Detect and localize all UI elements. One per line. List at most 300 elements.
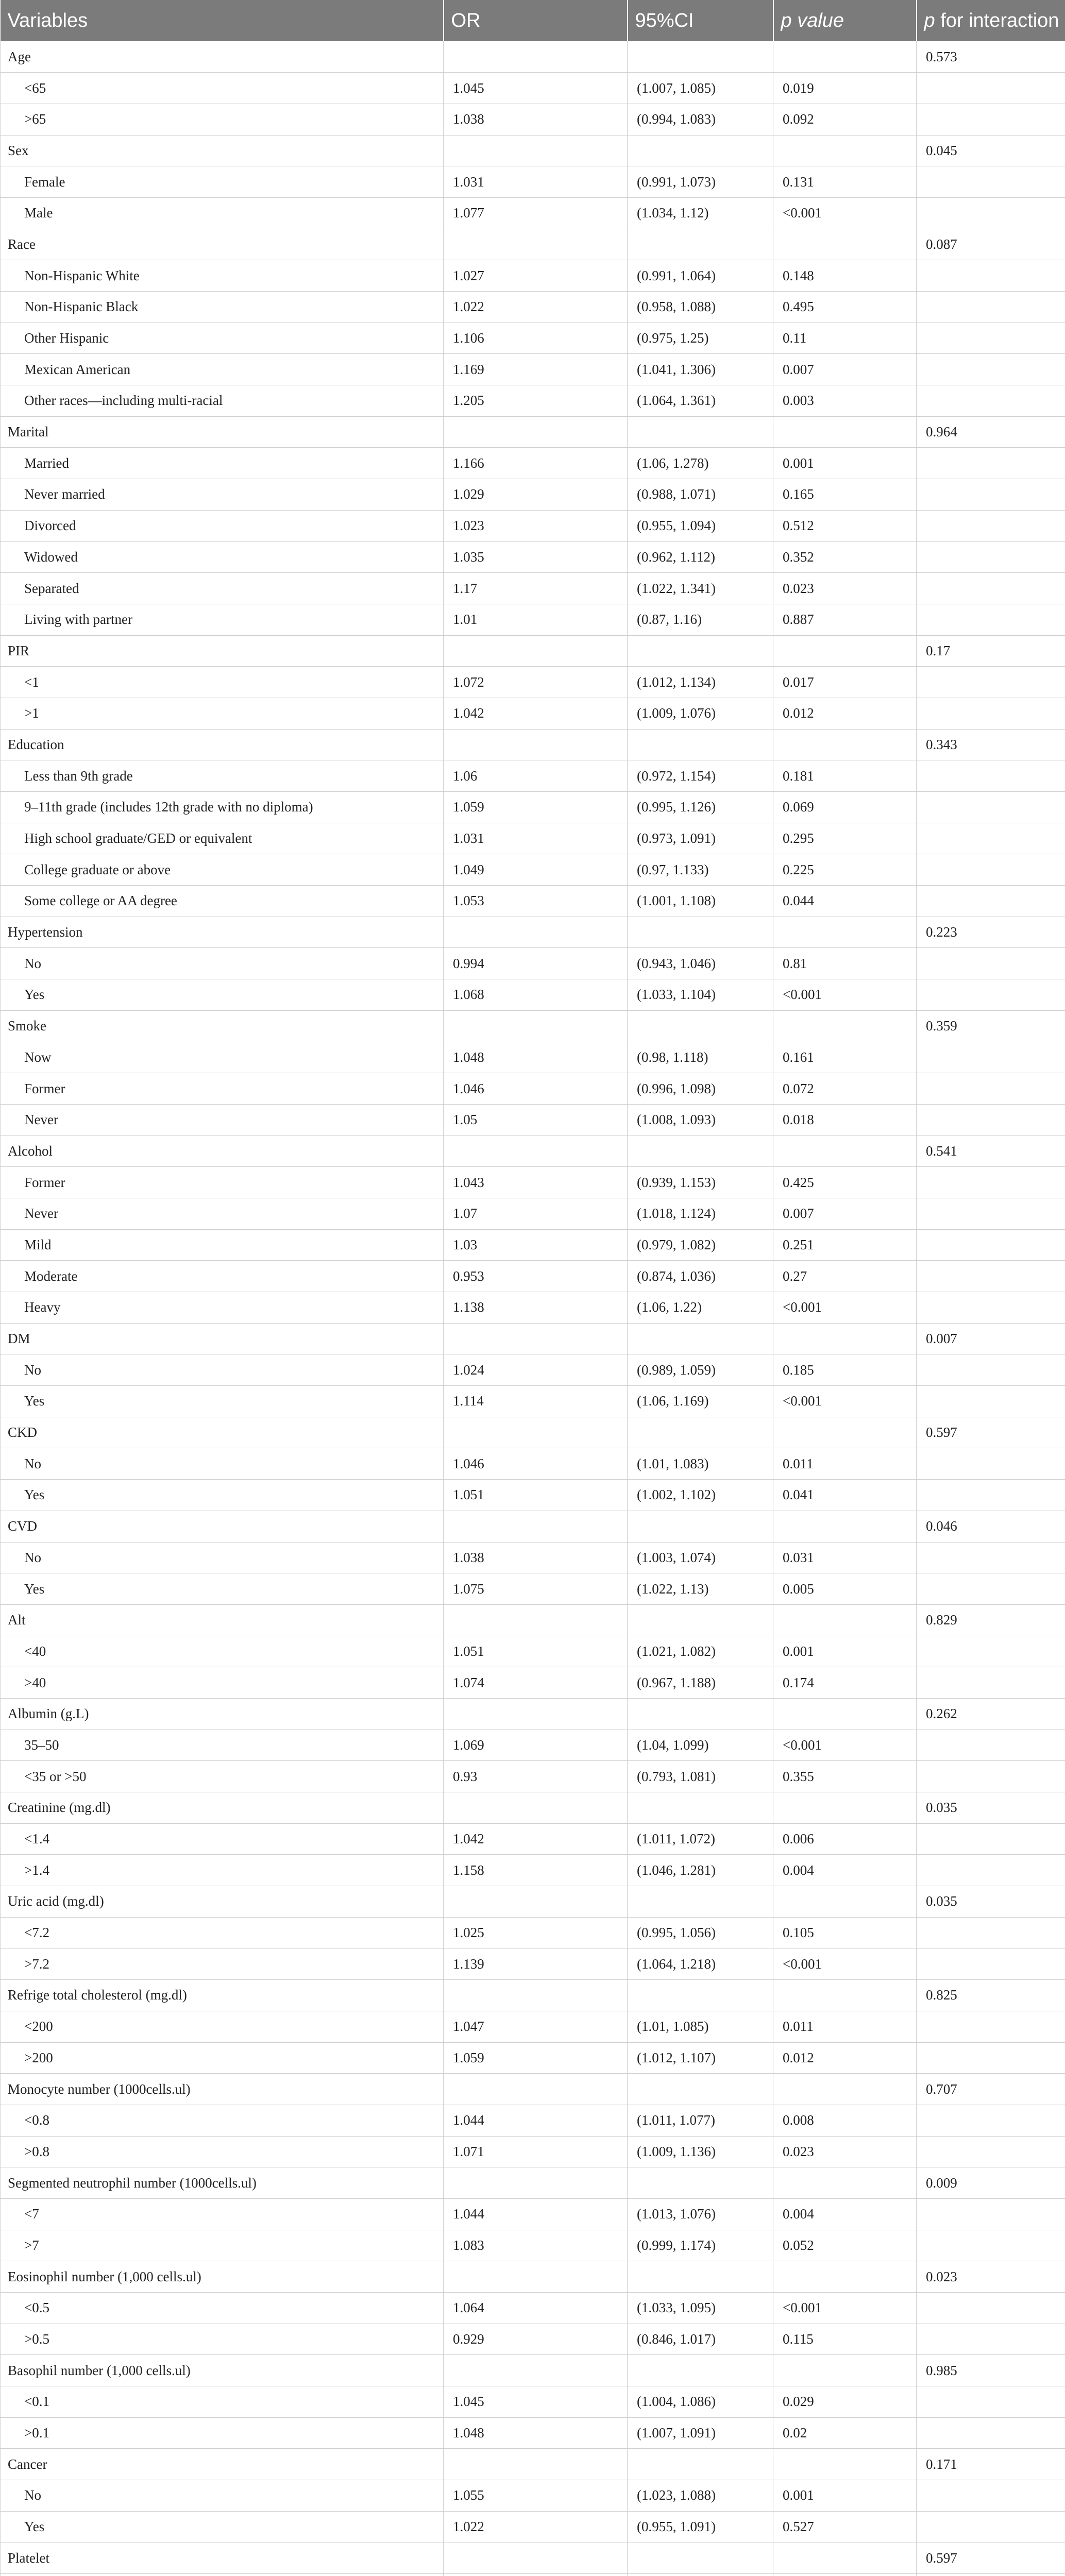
or-cell: 1.068 — [444, 979, 628, 1011]
or-cell: 1.046 — [444, 1448, 628, 1480]
ci-cell — [628, 729, 773, 760]
or-cell: 1.029 — [444, 479, 628, 511]
group-row — [1, 229, 1065, 260]
p-value-cell: 0.174 — [773, 1667, 917, 1699]
p-value-cell: 0.018 — [773, 1104, 917, 1136]
group-row — [1, 2543, 1065, 2574]
p-interaction-cell — [917, 979, 1065, 1011]
variable-cell: Yes — [1, 1386, 444, 1417]
variable-cell: Widowed — [1, 541, 444, 573]
p-interaction-cell: 0.045 — [917, 135, 1065, 166]
subgroup-row — [1, 1667, 1065, 1699]
p-value-cell: 0.012 — [773, 2042, 917, 2074]
variable-cell: Some college or AA degree — [1, 886, 444, 917]
subgroup-row — [1, 260, 1065, 292]
p-value-cell: 0.115 — [773, 2324, 917, 2355]
ci-cell: (1.034, 1.12) — [628, 197, 773, 229]
p-value-cell: 0.092 — [773, 104, 917, 135]
p-value-cell: <0.001 — [773, 979, 917, 1011]
p-value-cell: <0.001 — [773, 197, 917, 229]
variable-cell: 9–11th grade (includes 12th grade with no diploma) — [1, 792, 444, 823]
p-interaction-cell — [917, 1761, 1065, 1792]
subgroup-row — [1, 2105, 1065, 2136]
variable-cell: Eosinophil number (1,000 cells.ul) — [1, 2261, 444, 2293]
p-interaction-cell: 0.573 — [917, 41, 1065, 73]
p-interaction-cell — [917, 1730, 1065, 1761]
p-value-cell: 0.225 — [773, 854, 917, 886]
variable-cell: Mild — [1, 1229, 444, 1261]
p-value-cell — [773, 2261, 917, 2293]
ci-cell: (1.033, 1.095) — [628, 2293, 773, 2324]
ci-cell: (1.033, 1.104) — [628, 979, 773, 1011]
p-interaction-cell: 0.223 — [917, 917, 1065, 948]
p-value-cell — [773, 416, 917, 448]
variable-cell: No — [1, 2480, 444, 2512]
subgroup-row — [1, 479, 1065, 511]
or-cell: 1.044 — [444, 2198, 628, 2230]
or-cell: 1.047 — [444, 2011, 628, 2042]
p-value-cell: 0.148 — [773, 260, 917, 292]
ci-cell: (0.943, 1.046) — [628, 948, 773, 979]
p-value-cell: 0.251 — [773, 1229, 917, 1261]
p-interaction-cell: 0.009 — [917, 2167, 1065, 2199]
p-interaction-cell — [917, 1104, 1065, 1136]
p-value-cell: 0.352 — [773, 541, 917, 573]
subgroup-row — [1, 667, 1065, 698]
group-row — [1, 2074, 1065, 2105]
subgroup-row — [1, 2324, 1065, 2355]
subgroup-row — [1, 2574, 1065, 2576]
ci-cell: (1.046, 1.281) — [628, 1855, 773, 1886]
p-interaction-cell — [917, 385, 1065, 417]
p-value-cell: 0.02 — [773, 2417, 917, 2449]
or-cell: 1.064 — [444, 2293, 628, 2324]
p-value-cell: 0.041 — [773, 1480, 917, 1511]
group-row — [1, 1698, 1065, 1730]
subgroup-row — [1, 323, 1065, 354]
p-interaction-cell — [917, 1292, 1065, 1324]
variable-cell: <7.2 — [1, 1917, 444, 1948]
p-interaction-cell — [917, 2198, 1065, 2230]
subgroup-row — [1, 2293, 1065, 2324]
group-row — [1, 41, 1065, 73]
subgroup-row — [1, 1448, 1065, 1480]
p-interaction-cell: 0.007 — [917, 1323, 1065, 1354]
or-cell: 1.051 — [444, 1636, 628, 1667]
or-cell: 0.953 — [444, 1261, 628, 1292]
p-interaction-cell — [917, 792, 1065, 823]
p-value-cell — [773, 2355, 917, 2386]
p-value-cell: 0.161 — [773, 1042, 917, 1073]
subgroup-row — [1, 2511, 1065, 2543]
ci-cell — [628, 1417, 773, 1448]
italic-p: p — [924, 9, 935, 31]
p-interaction-cell: 0.359 — [917, 1010, 1065, 1042]
or-cell — [444, 2449, 628, 2480]
ci-cell: (0.994, 1.083) — [628, 104, 773, 135]
variable-cell: <1.4 — [1, 1823, 444, 1855]
p-value-cell — [773, 1792, 917, 1824]
subgroup-row — [1, 1073, 1065, 1105]
p-value-cell — [773, 2074, 917, 2105]
or-cell — [444, 2355, 628, 2386]
p-interaction-cell — [917, 573, 1065, 604]
italic-p: p — [781, 9, 792, 31]
p-value-cell: 0.011 — [773, 2011, 917, 2042]
subgroup-row — [1, 1636, 1065, 1667]
variable-cell: Yes — [1, 1480, 444, 1511]
p-interaction-cell — [917, 1042, 1065, 1073]
p-interaction-cell — [917, 2011, 1065, 2042]
p-interaction-cell: 0.171 — [917, 2449, 1065, 2480]
or-cell: 1.069 — [444, 1730, 628, 1761]
p-value-cell — [773, 1604, 917, 1636]
or-cell: 1.042 — [444, 1823, 628, 1855]
p-value-cell: 0.004 — [773, 1855, 917, 1886]
ci-cell: (0.87, 1.16) — [628, 604, 773, 635]
or-cell: 1.05 — [444, 1104, 628, 1136]
group-row — [1, 416, 1065, 448]
or-cell: 1.059 — [444, 2042, 628, 2074]
variable-cell: Education — [1, 729, 444, 760]
or-cell: 0.929 — [444, 2324, 628, 2355]
ci-cell: (1.007, 1.091) — [628, 2417, 773, 2449]
variable-cell: Other races—including multi-racial — [1, 385, 444, 417]
ci-cell — [628, 41, 773, 73]
ci-cell: (1.008, 1.093) — [628, 1104, 773, 1136]
or-cell: 1.035 — [444, 541, 628, 573]
ci-cell — [628, 1511, 773, 1542]
subgroup-row — [1, 1823, 1065, 1855]
p-interaction-cell — [917, 2324, 1065, 2355]
group-row — [1, 1980, 1065, 2011]
group-row — [1, 1136, 1065, 1167]
p-interaction-cell: 0.262 — [917, 1698, 1065, 1730]
subgroup-row — [1, 2011, 1065, 2042]
ci-cell: (1.06, 1.278) — [628, 448, 773, 479]
or-cell: 1.031 — [444, 823, 628, 854]
p-interaction-cell — [917, 1573, 1065, 1605]
or-cell — [444, 1417, 628, 1448]
group-row — [1, 2167, 1065, 2199]
p-value-cell: 0.001 — [773, 1636, 917, 1667]
p-interaction-cell — [917, 2230, 1065, 2261]
subgroup-row — [1, 1292, 1065, 1324]
ci-cell: (1.013, 1.076) — [628, 2198, 773, 2230]
p-interaction-cell — [917, 73, 1065, 104]
variable-cell: Less than 9th grade — [1, 760, 444, 792]
variable-cell: Cancer — [1, 2449, 444, 2480]
p-value-cell: 0.181 — [773, 760, 917, 792]
p-interaction-cell: 0.964 — [917, 416, 1065, 448]
p-value-cell: <0.001 — [773, 1730, 917, 1761]
header-row — [1, 0, 1065, 41]
ci-cell: (0.988, 1.071) — [628, 479, 773, 511]
variable-cell: No — [1, 1542, 444, 1573]
or-cell — [444, 2574, 628, 2576]
p-interaction-cell — [917, 448, 1065, 479]
header-variables: Variables — [1, 0, 444, 41]
ci-cell: (0.995, 1.056) — [628, 1917, 773, 1948]
subgroup-row — [1, 823, 1065, 854]
p-interaction-cell — [917, 1261, 1065, 1292]
or-cell: 1.077 — [444, 197, 628, 229]
subgroup-row — [1, 2230, 1065, 2261]
p-value-cell: 0.512 — [773, 510, 917, 541]
or-cell — [444, 1323, 628, 1354]
or-cell — [444, 1792, 628, 1824]
p-value-cell: 0.355 — [773, 1761, 917, 1792]
ci-cell: (1.022, 1.341) — [628, 573, 773, 604]
p-value-cell: 0.185 — [773, 1354, 917, 1386]
or-cell — [444, 1886, 628, 1918]
ci-cell: (0.955, 1.094) — [628, 510, 773, 541]
group-row — [1, 1886, 1065, 1918]
variable-cell: Mexican American — [1, 354, 444, 385]
p-value-cell — [773, 1323, 917, 1354]
or-cell — [444, 416, 628, 448]
or-cell — [444, 2543, 628, 2574]
header-p-value — [773, 0, 917, 41]
or-cell: 1.072 — [444, 667, 628, 698]
or-cell — [444, 229, 628, 260]
p-value-cell: 0.023 — [773, 573, 917, 604]
p-interaction-cell — [917, 854, 1065, 886]
p-interaction-cell: 0.343 — [917, 729, 1065, 760]
p-interaction-cell — [917, 2105, 1065, 2136]
ci-cell: (1.041, 1.306) — [628, 354, 773, 385]
variable-cell: Monocyte number (1000cells.ul) — [1, 2074, 444, 2105]
variable-cell: <200 — [1, 2011, 444, 2042]
ci-cell: (1.06, 1.22) — [628, 1292, 773, 1324]
p-interaction-cell — [917, 1480, 1065, 1511]
variable-cell: Alt — [1, 1604, 444, 1636]
header-p-for-interaction-text: p for interaction — [924, 9, 1059, 31]
p-value-cell: <0.001 — [773, 1292, 917, 1324]
p-value-cell — [773, 2449, 917, 2480]
p-value-cell — [773, 229, 917, 260]
variable-cell: >65 — [1, 104, 444, 135]
p-interaction-cell — [917, 1636, 1065, 1667]
variable-cell: CVD — [1, 1511, 444, 1542]
or-cell: 1.071 — [444, 2136, 628, 2167]
variable-cell: Married — [1, 448, 444, 479]
variable-cell: <0.5 — [1, 2293, 444, 2324]
p-value-cell — [773, 135, 917, 166]
subgroup-row — [1, 2042, 1065, 2074]
ci-cell: (1.04, 1.099) — [628, 1730, 773, 1761]
p-interaction-cell — [917, 760, 1065, 792]
variable-cell: <7 — [1, 2198, 444, 2230]
ci-cell: (1.012, 1.134) — [628, 667, 773, 698]
subgroup-row — [1, 166, 1065, 198]
ci-cell: (1.001, 1.108) — [628, 886, 773, 917]
variable-cell: Sex — [1, 135, 444, 166]
or-cell: 1.075 — [444, 1573, 628, 1605]
p-interaction-cell: 0.985 — [917, 2355, 1065, 2386]
variable-cell: No — [1, 1354, 444, 1386]
p-interaction-cell: 0.825 — [917, 1980, 1065, 2011]
ci-cell: (1.01, 1.083) — [628, 1448, 773, 1480]
or-cell — [444, 1511, 628, 1542]
ci-cell: (0.991, 1.073) — [628, 166, 773, 198]
or-cell: 1.138 — [444, 1292, 628, 1324]
header-or: OR — [444, 0, 628, 41]
variable-cell: >0.5 — [1, 2324, 444, 2355]
or-cell: 1.169 — [444, 354, 628, 385]
ci-cell: (1.023, 1.088) — [628, 2480, 773, 2512]
subgroup-row — [1, 104, 1065, 135]
p-value-cell: 0.003 — [773, 385, 917, 417]
group-row — [1, 1511, 1065, 1542]
ci-cell: (0.991, 1.064) — [628, 260, 773, 292]
ci-cell: (0.97, 1.133) — [628, 854, 773, 886]
group-row — [1, 635, 1065, 667]
variable-cell: Yes — [1, 979, 444, 1011]
p-interaction-cell: 0.035 — [917, 1886, 1065, 1918]
or-cell — [444, 729, 628, 760]
ci-cell — [628, 416, 773, 448]
p-value-cell: 0.029 — [773, 2386, 917, 2418]
subgroup-row — [1, 1855, 1065, 1886]
group-row — [1, 1604, 1065, 1636]
variable-cell: Hypertension — [1, 917, 444, 948]
or-cell: 1.022 — [444, 292, 628, 323]
ci-cell: (1.064, 1.361) — [628, 385, 773, 417]
subgroup-row — [1, 1386, 1065, 1417]
p-interaction-cell — [917, 1667, 1065, 1699]
p-interaction-cell — [917, 1167, 1065, 1198]
subgroup-row — [1, 886, 1065, 917]
p-interaction-cell — [917, 886, 1065, 917]
p-value-cell: 0.007 — [773, 354, 917, 385]
subgroup-row — [1, 792, 1065, 823]
p-value-cell: 0.11 — [773, 323, 917, 354]
subgroup-row — [1, 1761, 1065, 1792]
variable-cell: PIR — [1, 635, 444, 667]
or-cell: 1.07 — [444, 1198, 628, 1229]
subgroup-row — [1, 1354, 1065, 1386]
variable-cell: Heavy — [1, 1292, 444, 1324]
subgroup-row — [1, 541, 1065, 573]
p-value-cell: 0.069 — [773, 792, 917, 823]
p-interaction-cell — [917, 2136, 1065, 2167]
subgroup-row — [1, 1229, 1065, 1261]
ci-cell — [628, 2574, 773, 2576]
p-interaction-cell — [917, 1823, 1065, 1855]
p-value-cell: 0.072 — [773, 1073, 917, 1105]
ci-cell: (0.995, 1.126) — [628, 792, 773, 823]
variable-cell: Female — [1, 166, 444, 198]
or-cell: 1.055 — [444, 2480, 628, 2512]
p-value-cell: 0.007 — [773, 1198, 917, 1229]
p-value-cell: 0.011 — [773, 1448, 917, 1480]
ci-cell: (1.064, 1.218) — [628, 1948, 773, 1980]
or-cell: 1.083 — [444, 2230, 628, 2261]
variable-cell: <35 or >50 — [1, 1761, 444, 1792]
p-interaction-cell: 0.597 — [917, 2543, 1065, 2574]
variable-cell: No — [1, 1448, 444, 1480]
p-value-cell: 0.052 — [773, 2230, 917, 2261]
ci-cell: (0.793, 1.081) — [628, 1761, 773, 1792]
subgroup-row — [1, 1167, 1065, 1198]
ci-cell: (1.004, 1.086) — [628, 2386, 773, 2418]
ci-cell: (1.022, 1.13) — [628, 1573, 773, 1605]
p-value-cell — [773, 729, 917, 760]
subgroup-row — [1, 573, 1065, 604]
or-cell: 1.139 — [444, 1948, 628, 1980]
subgroup-row — [1, 979, 1065, 1011]
p-value-cell: 0.81 — [773, 948, 917, 979]
group-row — [1, 1010, 1065, 1042]
subgroup-row — [1, 1198, 1065, 1229]
ci-cell: (0.975, 1.25) — [628, 323, 773, 354]
p-interaction-cell — [917, 1386, 1065, 1417]
or-cell: 1.205 — [444, 385, 628, 417]
or-cell: 1.046 — [444, 1073, 628, 1105]
variable-cell: Divorced — [1, 510, 444, 541]
p-interaction-cell: 0.17 — [917, 635, 1065, 667]
ci-cell: (0.979, 1.082) — [628, 1229, 773, 1261]
variable-cell: Non-Hispanic White — [1, 260, 444, 292]
subgroup-row — [1, 73, 1065, 104]
variable-cell: College graduate or above — [1, 854, 444, 886]
ci-cell: (1.01, 1.085) — [628, 2011, 773, 2042]
p-value-cell: 0.008 — [773, 2105, 917, 2136]
variable-cell: Yes — [1, 2511, 444, 2543]
p-interaction-cell — [917, 479, 1065, 511]
group-row — [1, 135, 1065, 166]
p-value-cell: 0.495 — [773, 292, 917, 323]
group-row — [1, 1323, 1065, 1354]
p-value-cell — [773, 1511, 917, 1542]
ci-cell — [628, 1136, 773, 1167]
subgroup-row — [1, 1042, 1065, 1073]
p-interaction-cell: 0.829 — [917, 1604, 1065, 1636]
ci-cell: (1.002, 1.102) — [628, 1480, 773, 1511]
p-value-cell: 0.527 — [773, 2511, 917, 2543]
or-cell: 1.045 — [444, 2386, 628, 2418]
or-cell: 1.051 — [444, 1480, 628, 1511]
ci-cell — [628, 2261, 773, 2293]
subgroup-row — [1, 1261, 1065, 1292]
ci-cell: (0.955, 1.091) — [628, 2511, 773, 2543]
subgroup-row — [1, 2480, 1065, 2512]
p-value-cell: 0.295 — [773, 823, 917, 854]
ci-cell: (1.012, 1.107) — [628, 2042, 773, 2074]
or-cell: 0.994 — [444, 948, 628, 979]
subgroup-row — [1, 948, 1065, 979]
variable-cell: >7 — [1, 2230, 444, 2261]
variable-cell: Now — [1, 1042, 444, 1073]
ci-cell: (0.972, 1.154) — [628, 760, 773, 792]
p-value-cell: 0.005 — [773, 1573, 917, 1605]
ci-cell — [628, 1886, 773, 1918]
ci-cell: (1.009, 1.076) — [628, 698, 773, 729]
ci-cell: (0.967, 1.188) — [628, 1667, 773, 1699]
p-value-cell — [773, 1886, 917, 1918]
or-cell: 1.024 — [444, 1354, 628, 1386]
p-value-cell: 0.004 — [773, 2198, 917, 2230]
ci-cell — [628, 2449, 773, 2480]
or-cell — [444, 135, 628, 166]
variable-cell: Uric acid (mg.dl) — [1, 1886, 444, 1918]
or-cell: 1.038 — [444, 104, 628, 135]
p-interaction-cell — [917, 948, 1065, 979]
p-value-cell — [773, 917, 917, 948]
ci-cell — [628, 1792, 773, 1824]
ci-cell — [628, 2167, 773, 2199]
